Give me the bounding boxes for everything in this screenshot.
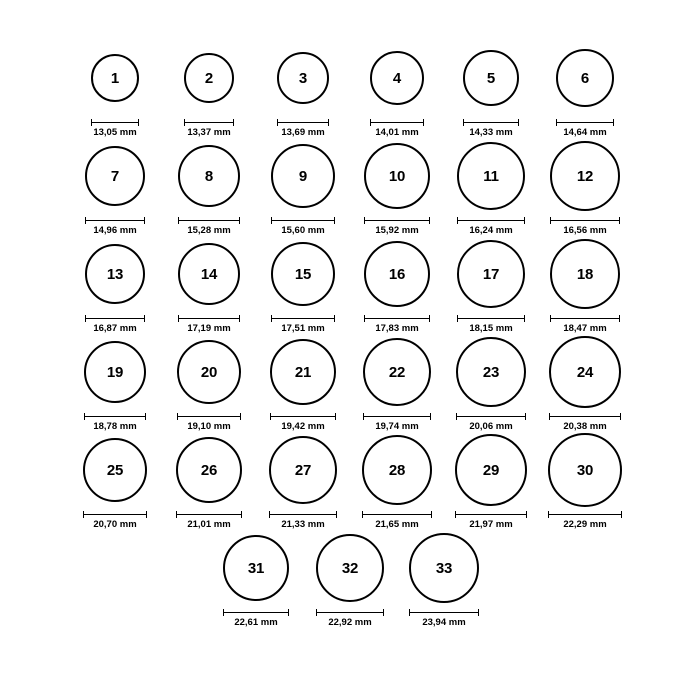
ring-size-cell[interactable] xyxy=(444,236,538,334)
ring-size-cell[interactable] xyxy=(350,432,444,530)
ring-measure xyxy=(162,413,256,432)
ring-size-number: 13 xyxy=(106,265,124,283)
measure-bar-icon xyxy=(364,217,430,224)
ring-circle[interactable] xyxy=(370,51,424,105)
ring-circle[interactable] xyxy=(271,242,335,306)
ring-diameter-label: 21,65 mm xyxy=(375,518,419,530)
ring-size-number: 11 xyxy=(483,167,499,185)
ring-measure xyxy=(68,315,162,334)
ring-size-number: 18 xyxy=(576,265,594,283)
ring-size-cell[interactable] xyxy=(538,236,632,334)
ring-measure xyxy=(256,413,350,432)
measure-bar-icon xyxy=(177,413,241,420)
ring-size-cell[interactable] xyxy=(444,432,538,530)
ring-size-number: 6 xyxy=(580,69,590,87)
ring-size-number: 30 xyxy=(576,461,594,479)
ring-circle[interactable] xyxy=(363,338,431,406)
ring-measure xyxy=(538,511,632,530)
ring-circle-wrap xyxy=(68,236,162,313)
ring-circle-wrap xyxy=(444,40,538,117)
ring-size-number: 23 xyxy=(482,363,500,381)
ring-circle[interactable] xyxy=(177,340,241,404)
ring-measure xyxy=(444,217,538,236)
measure-bar-icon xyxy=(364,315,430,322)
ring-measure xyxy=(68,413,162,432)
ring-circle[interactable] xyxy=(184,53,234,103)
ring-circle[interactable] xyxy=(85,244,145,304)
ring-diameter-label: 19,10 mm xyxy=(187,420,231,432)
ring-circle[interactable] xyxy=(91,54,139,102)
ring-diameter-label: 20,38 mm xyxy=(563,420,607,432)
ring-measure xyxy=(256,119,350,138)
ring-measure xyxy=(350,217,444,236)
ring-size-cell[interactable] xyxy=(162,40,256,138)
ring-diameter-label: 13,05 mm xyxy=(93,126,137,138)
ring-measure xyxy=(444,511,538,530)
ring-circle-wrap xyxy=(350,138,444,215)
ring-measure xyxy=(162,217,256,236)
ring-size-number: 14 xyxy=(200,265,218,283)
ring-circle[interactable] xyxy=(556,49,614,107)
ring-measure xyxy=(256,511,350,530)
ring-diameter-label: 22,92 mm xyxy=(328,616,372,628)
ring-circle[interactable] xyxy=(549,336,621,408)
measure-bar-icon xyxy=(316,609,384,616)
ring-diameter-label: 16,87 mm xyxy=(93,322,137,334)
ring-size-cell[interactable] xyxy=(68,236,162,334)
ring-diameter-label: 14,96 mm xyxy=(93,224,137,236)
measure-bar-icon xyxy=(550,315,620,322)
measure-bar-icon xyxy=(362,511,432,518)
ring-measure xyxy=(68,511,162,530)
ring-measure xyxy=(162,119,256,138)
ring-size-number: 19 xyxy=(106,363,124,381)
ring-size-number: 21 xyxy=(294,363,312,381)
ring-circle[interactable] xyxy=(85,146,145,206)
ring-measure xyxy=(444,315,538,334)
ring-size-number: 26 xyxy=(200,461,218,479)
ring-size-cell[interactable] xyxy=(444,138,538,236)
ring-diameter-label: 17,51 mm xyxy=(281,322,325,334)
ring-circle-wrap xyxy=(444,334,538,411)
measure-bar-icon xyxy=(463,119,519,126)
ring-circle-wrap xyxy=(350,334,444,411)
ring-diameter-label: 22,61 mm xyxy=(234,616,278,628)
ring-circle-wrap xyxy=(444,236,538,313)
measure-bar-icon xyxy=(178,315,240,322)
ring-size-cell[interactable] xyxy=(350,334,444,432)
ring-circle-wrap xyxy=(256,138,350,215)
ring-circle-wrap xyxy=(209,530,303,607)
measure-bar-icon xyxy=(370,119,424,126)
ring-size-cell[interactable] xyxy=(538,432,632,530)
ring-circle[interactable] xyxy=(277,52,329,104)
measure-bar-icon xyxy=(223,609,289,616)
ring-size-cell[interactable] xyxy=(162,236,256,334)
measure-bar-icon xyxy=(84,413,146,420)
measure-bar-icon xyxy=(409,609,479,616)
ring-size-cell[interactable] xyxy=(303,530,397,628)
ring-measure xyxy=(397,609,491,628)
ring-circle-wrap xyxy=(397,530,491,607)
ring-size-cell[interactable] xyxy=(350,236,444,334)
ring-size-cell[interactable] xyxy=(209,530,303,628)
ring-measure xyxy=(256,315,350,334)
ring-size-number: 16 xyxy=(388,265,406,283)
ring-measure xyxy=(444,119,538,138)
ring-size-number: 3 xyxy=(298,69,308,87)
ring-diameter-label: 21,97 mm xyxy=(469,518,513,530)
ring-diameter-label: 13,37 mm xyxy=(187,126,231,138)
ring-size-number: 17 xyxy=(482,265,500,283)
ring-measure xyxy=(68,217,162,236)
ring-measure xyxy=(538,119,632,138)
ring-size-cell[interactable] xyxy=(256,432,350,530)
measure-bar-icon xyxy=(549,413,621,420)
ring-diameter-label: 13,69 mm xyxy=(281,126,325,138)
ring-circle[interactable] xyxy=(457,142,525,210)
ring-size-number: 24 xyxy=(576,363,594,381)
ring-size-grid xyxy=(30,40,670,628)
ring-circle[interactable] xyxy=(456,337,526,407)
ring-measure xyxy=(538,413,632,432)
ring-measure xyxy=(350,413,444,432)
ring-circle-wrap xyxy=(350,236,444,313)
ring-size-number: 22 xyxy=(388,363,406,381)
measure-bar-icon xyxy=(456,413,526,420)
ring-diameter-label: 14,33 mm xyxy=(469,126,513,138)
ring-measure xyxy=(162,315,256,334)
ring-circle[interactable] xyxy=(83,438,147,502)
ring-size-cell[interactable] xyxy=(68,432,162,530)
ring-circle[interactable] xyxy=(84,341,146,403)
measure-bar-icon xyxy=(83,511,147,518)
ring-circle-wrap xyxy=(538,40,632,117)
ring-size-cell[interactable] xyxy=(397,530,491,628)
ring-diameter-label: 21,33 mm xyxy=(281,518,325,530)
ring-size-number: 33 xyxy=(435,559,453,577)
ring-circle-wrap xyxy=(303,530,397,607)
ring-circle-wrap xyxy=(162,432,256,509)
ring-measure xyxy=(350,119,444,138)
ring-size-cell[interactable] xyxy=(538,334,632,432)
ring-circle[interactable] xyxy=(364,143,430,209)
ring-circle-wrap xyxy=(538,236,632,313)
ring-size-row xyxy=(68,236,632,334)
ring-circle-wrap xyxy=(538,334,632,411)
measure-bar-icon xyxy=(457,217,525,224)
ring-size-number: 1 xyxy=(110,69,120,87)
ring-size-row xyxy=(68,334,632,432)
ring-size-number: 31 xyxy=(247,559,265,577)
ring-circle-wrap xyxy=(350,432,444,509)
ring-diameter-label: 16,24 mm xyxy=(469,224,513,236)
ring-measure xyxy=(209,609,303,628)
ring-circle-wrap xyxy=(444,432,538,509)
ring-measure xyxy=(444,413,538,432)
ring-measure xyxy=(256,217,350,236)
ring-circle-wrap xyxy=(68,138,162,215)
ring-size-number: 10 xyxy=(388,167,406,185)
ring-size-cell[interactable] xyxy=(538,40,632,138)
measure-bar-icon xyxy=(556,119,614,126)
ring-size-cell[interactable] xyxy=(538,138,632,236)
ring-diameter-label: 20,06 mm xyxy=(469,420,513,432)
measure-bar-icon xyxy=(85,315,145,322)
ring-size-row xyxy=(209,530,491,628)
ring-circle[interactable] xyxy=(550,239,620,309)
measure-bar-icon xyxy=(455,511,527,518)
ring-size-number: 8 xyxy=(204,167,214,185)
measure-bar-icon xyxy=(85,217,145,224)
ring-circle[interactable] xyxy=(269,436,337,504)
ring-diameter-label: 19,74 mm xyxy=(375,420,419,432)
ring-size-cell[interactable] xyxy=(256,236,350,334)
ring-diameter-label: 17,19 mm xyxy=(187,322,231,334)
ring-size-cell[interactable] xyxy=(256,138,350,236)
ring-size-number: 7 xyxy=(110,167,120,185)
ring-circle-wrap xyxy=(256,334,350,411)
ring-diameter-label: 20,70 mm xyxy=(93,518,137,530)
ring-circle-wrap xyxy=(162,40,256,117)
ring-circle[interactable] xyxy=(409,533,479,603)
ring-diameter-label: 15,28 mm xyxy=(187,224,231,236)
ring-size-cell[interactable] xyxy=(68,40,162,138)
ring-size-cell[interactable] xyxy=(162,138,256,236)
ring-diameter-label: 22,29 mm xyxy=(563,518,607,530)
ring-circle-wrap xyxy=(350,40,444,117)
ring-circle[interactable] xyxy=(362,435,432,505)
ring-size-number: 29 xyxy=(482,461,500,479)
ring-diameter-label: 18,47 mm xyxy=(563,322,607,334)
ring-diameter-label: 15,60 mm xyxy=(281,224,325,236)
measure-bar-icon xyxy=(548,511,622,518)
ring-size-cell[interactable] xyxy=(444,40,538,138)
ring-size-cell[interactable] xyxy=(162,432,256,530)
ring-measure xyxy=(350,315,444,334)
ring-size-number: 2 xyxy=(204,69,214,87)
ring-circle[interactable] xyxy=(223,535,289,601)
ring-circle[interactable] xyxy=(463,50,519,106)
ring-diameter-label: 23,94 mm xyxy=(422,616,466,628)
measure-bar-icon xyxy=(271,217,335,224)
ring-circle-wrap xyxy=(162,334,256,411)
measure-bar-icon xyxy=(178,217,240,224)
ring-measure xyxy=(68,119,162,138)
ring-size-number: 12 xyxy=(576,167,594,185)
ring-diameter-label: 18,78 mm xyxy=(93,420,137,432)
ring-size-cell[interactable] xyxy=(68,138,162,236)
ring-size-number: 9 xyxy=(298,167,308,185)
ring-diameter-label: 16,56 mm xyxy=(563,224,607,236)
ring-size-row xyxy=(68,138,632,236)
measure-bar-icon xyxy=(270,413,336,420)
ring-circle-wrap xyxy=(256,40,350,117)
measure-bar-icon xyxy=(277,119,329,126)
ring-measure xyxy=(162,511,256,530)
ring-size-number: 32 xyxy=(341,559,359,577)
ring-circle-wrap xyxy=(68,334,162,411)
ring-size-number: 20 xyxy=(200,363,218,381)
ring-size-cell[interactable] xyxy=(350,138,444,236)
ring-circle[interactable] xyxy=(178,243,240,305)
ring-circle-wrap xyxy=(162,236,256,313)
ring-size-number: 28 xyxy=(388,461,406,479)
ring-circle-wrap xyxy=(444,138,538,215)
ring-circle-wrap xyxy=(538,432,632,509)
ring-size-cell[interactable] xyxy=(162,334,256,432)
ring-diameter-label: 14,64 mm xyxy=(563,126,607,138)
ring-size-cell[interactable] xyxy=(68,334,162,432)
ring-circle[interactable] xyxy=(457,240,525,308)
ring-circle-wrap xyxy=(162,138,256,215)
ring-circle[interactable] xyxy=(316,534,384,602)
ring-measure xyxy=(538,315,632,334)
ring-circle[interactable] xyxy=(271,144,335,208)
measure-bar-icon xyxy=(269,511,337,518)
ring-circle[interactable] xyxy=(270,339,336,405)
ring-size-number: 27 xyxy=(294,461,312,479)
measure-bar-icon xyxy=(550,217,620,224)
measure-bar-icon xyxy=(184,119,234,126)
ring-diameter-label: 17,83 mm xyxy=(375,322,419,334)
ring-size-number: 5 xyxy=(486,69,496,87)
measure-bar-icon xyxy=(457,315,525,322)
ring-circle[interactable] xyxy=(548,433,622,507)
ring-circle-wrap xyxy=(68,432,162,509)
ring-size-number: 25 xyxy=(106,461,124,479)
measure-bar-icon xyxy=(271,315,335,322)
ring-circle[interactable] xyxy=(176,437,242,503)
measure-bar-icon xyxy=(176,511,242,518)
ring-circle-wrap xyxy=(68,40,162,117)
ring-diameter-label: 18,15 mm xyxy=(469,322,513,334)
ring-size-cell[interactable] xyxy=(256,40,350,138)
ring-diameter-label: 19,42 mm xyxy=(281,420,325,432)
ring-measure xyxy=(538,217,632,236)
ring-size-number: 15 xyxy=(294,265,312,283)
ring-circle[interactable] xyxy=(455,434,527,506)
measure-bar-icon xyxy=(363,413,431,420)
ring-circle-wrap xyxy=(538,138,632,215)
ring-measure xyxy=(350,511,444,530)
ring-size-cell[interactable] xyxy=(256,334,350,432)
ring-diameter-label: 21,01 mm xyxy=(187,518,231,530)
ring-size-row xyxy=(68,40,632,138)
ring-circle[interactable] xyxy=(550,141,620,211)
ring-circle-wrap xyxy=(256,236,350,313)
ring-measure xyxy=(303,609,397,628)
ring-size-cell[interactable] xyxy=(444,334,538,432)
ring-circle[interactable] xyxy=(364,241,430,307)
ring-diameter-label: 15,92 mm xyxy=(375,224,419,236)
ring-size-number: 4 xyxy=(392,69,402,87)
measure-bar-icon xyxy=(91,119,139,126)
ring-diameter-label: 14,01 mm xyxy=(375,126,419,138)
ring-circle[interactable] xyxy=(178,145,240,207)
ring-size-cell[interactable] xyxy=(350,40,444,138)
ring-circle-wrap xyxy=(256,432,350,509)
ring-size-row xyxy=(68,432,632,530)
